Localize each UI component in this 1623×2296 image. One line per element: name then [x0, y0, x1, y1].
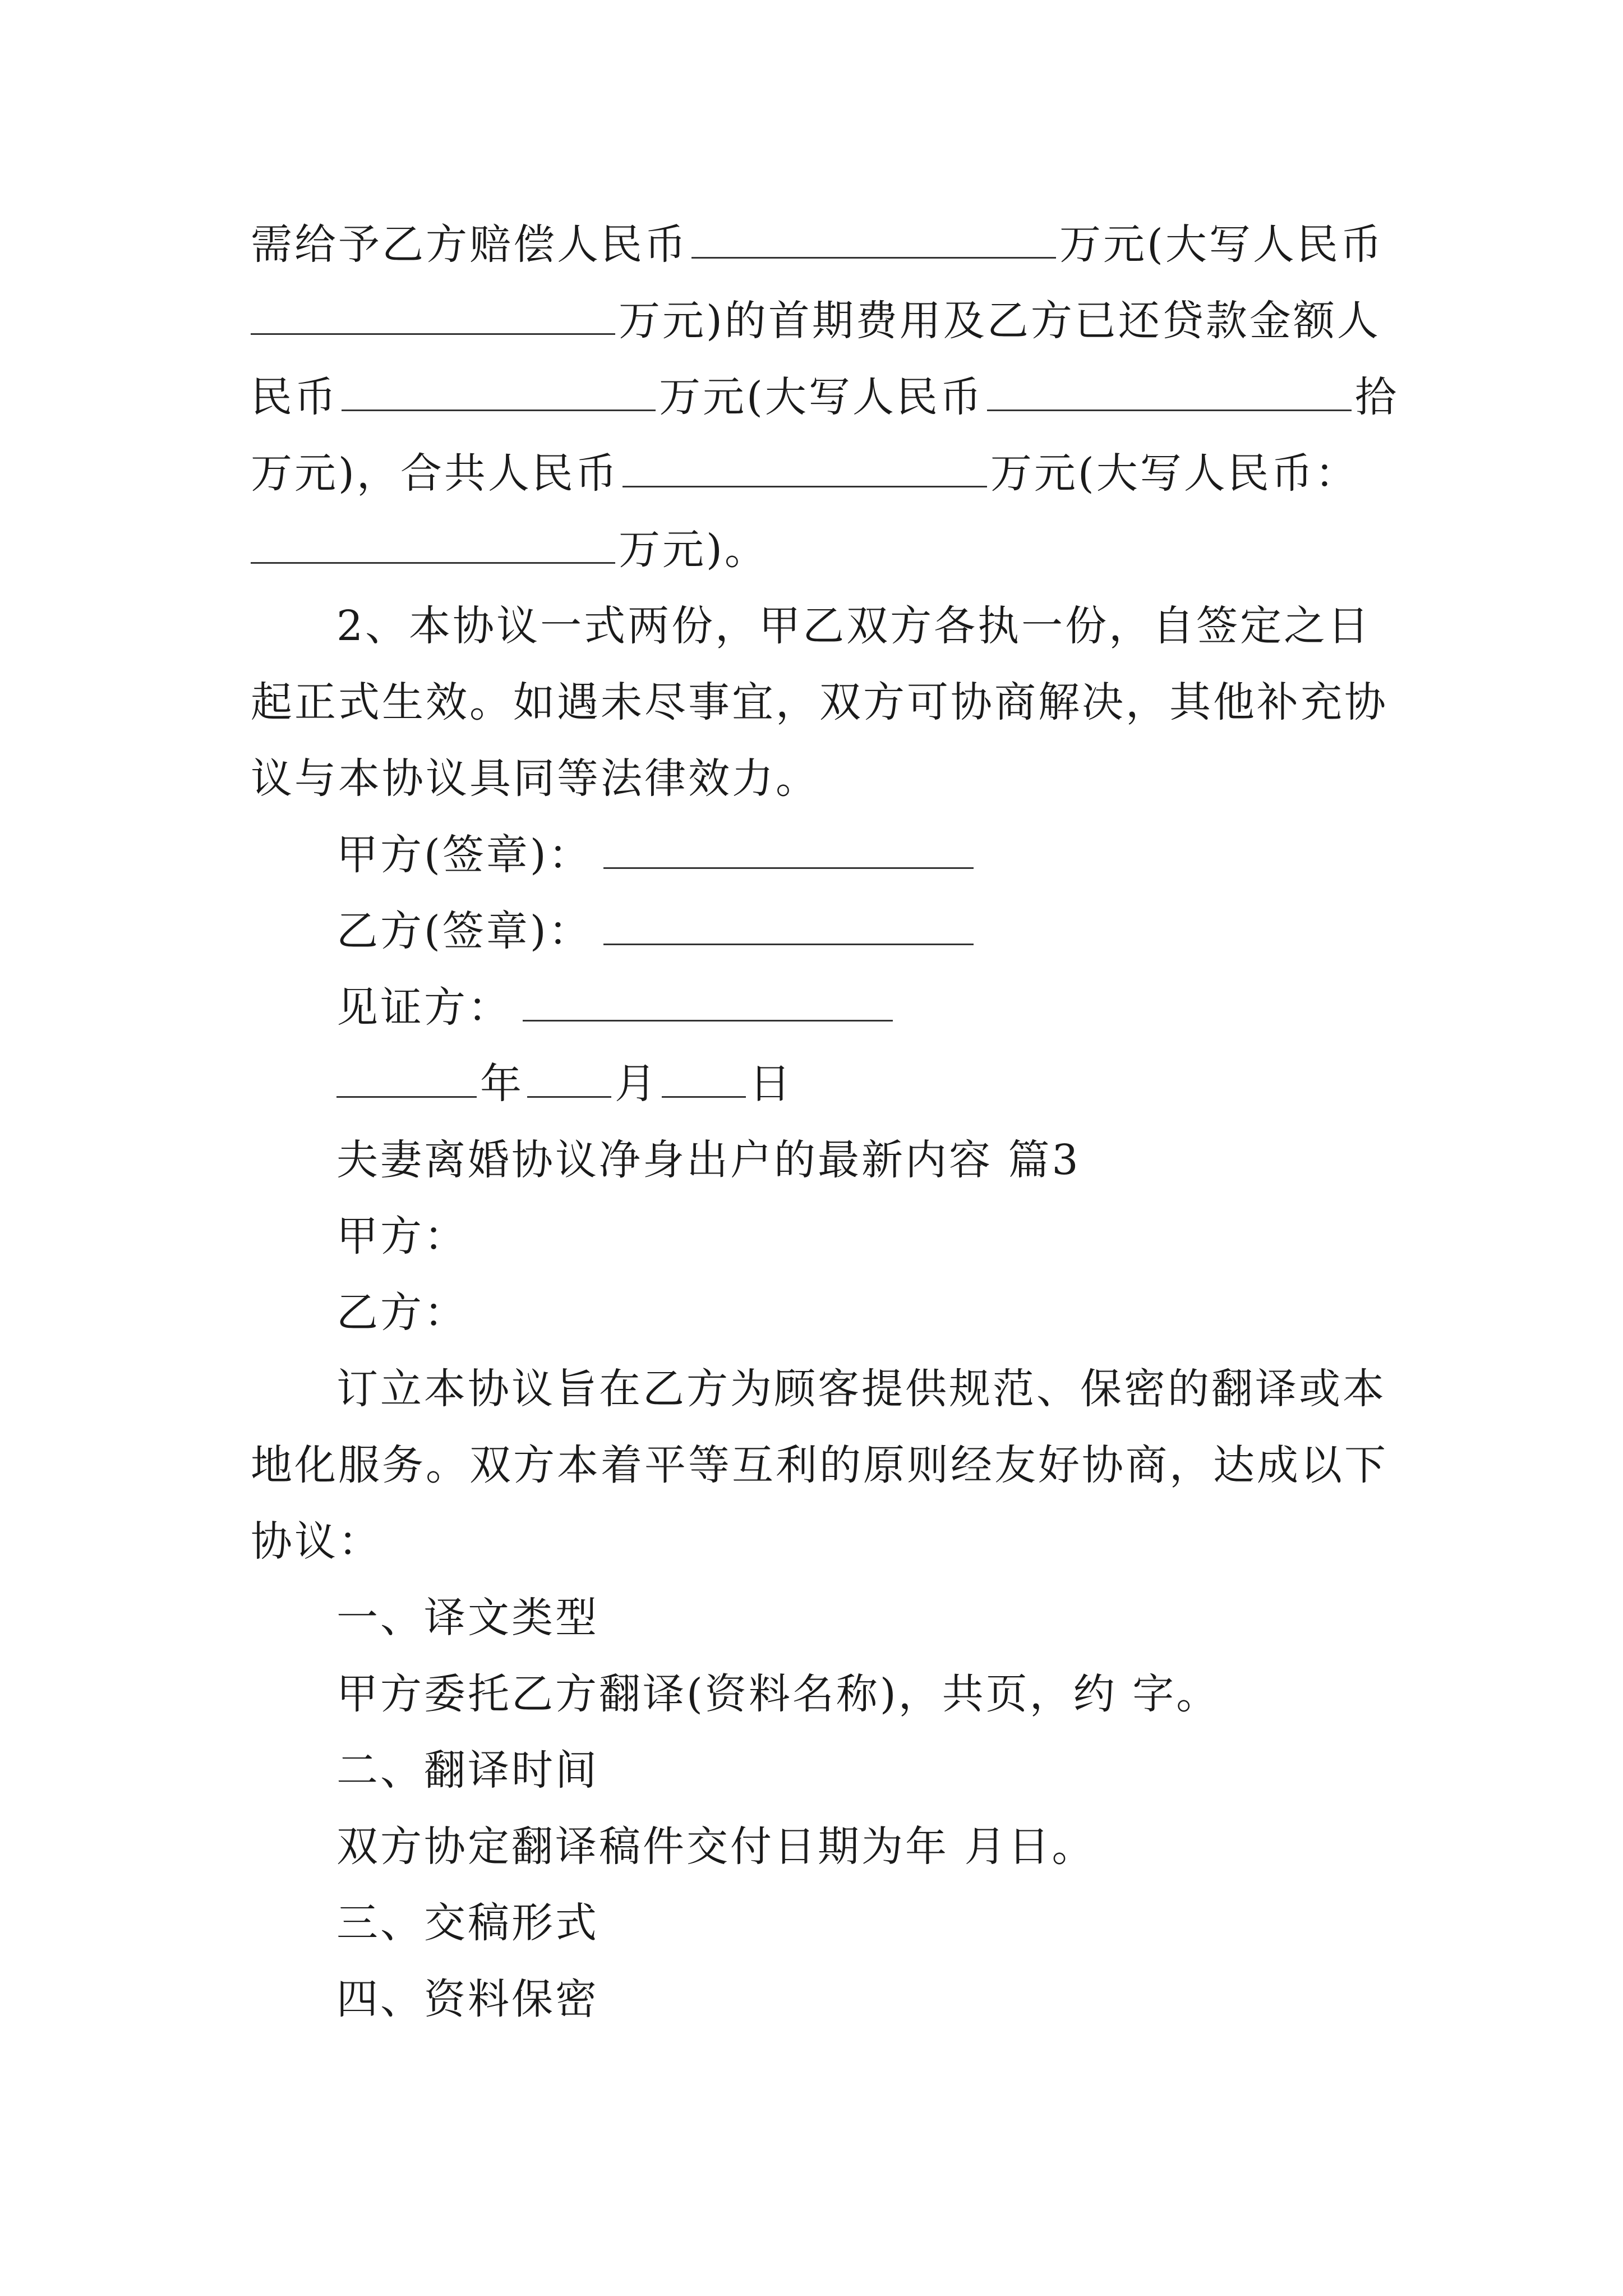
signature-field[interactable] [603, 909, 974, 945]
text: 万元)的首期费用及乙方已还贷款金额人 [619, 297, 1381, 345]
signature-label: 甲方(签章)： [336, 831, 592, 879]
text: 拾 [1354, 373, 1399, 421]
text: 民币 [251, 373, 338, 421]
year-label: 年 [480, 1060, 524, 1108]
signature-field[interactable] [603, 832, 974, 869]
text: 万元(大写人民币 [659, 373, 984, 421]
item2-title: 二、翻译时间 [336, 1746, 599, 1795]
paragraph1-line3 [251, 358, 1400, 436]
signature-field[interactable] [523, 985, 893, 1022]
text: 万元(大写人民币： [990, 449, 1359, 498]
section3-party-a: 甲方： [336, 1212, 468, 1260]
paragraph1-line1 [251, 205, 1400, 284]
paragraph1-line5 [251, 510, 1400, 589]
fill-blank[interactable] [691, 222, 1056, 259]
fill-blank[interactable] [987, 375, 1352, 411]
item4-title: 四、资料保密 [336, 1975, 599, 2023]
section3-intro-line3: 协议： [251, 1517, 382, 1566]
month-label: 月 [615, 1060, 658, 1108]
item1-title: 一、译文类型 [336, 1594, 599, 1642]
text: 需给予乙方赔偿人民币 [251, 220, 688, 269]
fill-blank[interactable] [251, 298, 615, 335]
text: 万元)。 [619, 526, 768, 574]
text: 万元)，合共人民币 [251, 449, 619, 498]
paragraph1-line4 [251, 434, 1400, 513]
paragraph1-line2 [251, 282, 1400, 360]
item1-body: 甲方委托乙方翻译(资料名称)，共页，约 字。 [336, 1670, 1220, 1718]
section3-party-b: 乙方： [336, 1289, 468, 1337]
month-blank[interactable] [527, 1061, 611, 1098]
signature-party-b [336, 892, 1402, 970]
signature-witness [336, 968, 1402, 1047]
section3-intro-line2: 地化服务。双方本着平等互利的原则经友好协商，达成以下 [251, 1441, 1388, 1489]
fill-blank[interactable] [251, 527, 615, 564]
year-blank[interactable] [336, 1061, 477, 1098]
item2-body: 双方协定翻译稿件交付日期为年 月日。 [336, 1823, 1096, 1871]
paragraph2-line2: 起正式生效。如遇未尽事宜，双方可协商解决，其他补充协 [251, 678, 1388, 726]
item3-title: 三、交稿形式 [336, 1899, 599, 1947]
text: 万元(大写人民币 [1059, 220, 1384, 269]
fill-blank[interactable] [623, 451, 987, 487]
signature-label: 见证方： [336, 983, 511, 1032]
section3-heading: 夫妻离婚协议净身出户的最新内容 篇3 [336, 1136, 1081, 1184]
date-line [336, 1045, 1402, 1123]
signature-party-a [336, 816, 1402, 894]
day-blank[interactable] [662, 1061, 746, 1098]
section3-intro-line1: 订立本协议旨在乙方为顾客提供规范、保密的翻译或本 [336, 1365, 1386, 1413]
paragraph2-line1: 2、本协议一式两份，甲乙双方各执一份，自签定之日 [336, 602, 1372, 650]
paragraph2-line3: 议与本协议具同等法律效力。 [251, 754, 819, 803]
day-label: 日 [749, 1060, 793, 1108]
fill-blank[interactable] [342, 375, 656, 411]
signature-label: 乙方(签章)： [336, 907, 592, 955]
